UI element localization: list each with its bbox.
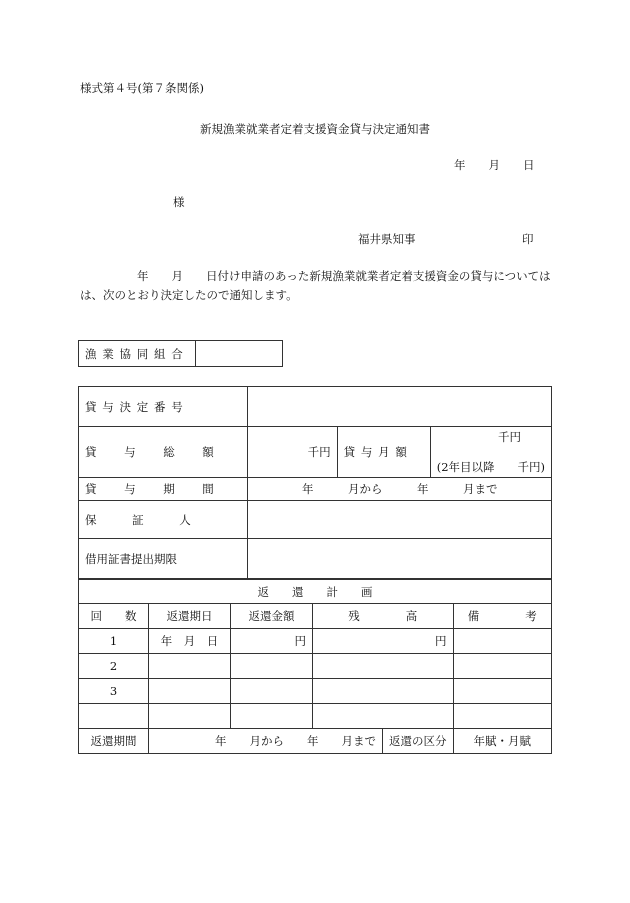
deadline-label: 借用証書提出期限 [79, 539, 248, 579]
coop-label: 漁業協同組合 [79, 341, 196, 367]
date-line: 年 月 日 [454, 158, 535, 172]
row-balance[interactable] [313, 679, 454, 704]
monthly-amount-field[interactable] [430, 427, 551, 478]
loan-period-field[interactable]: 年 月から 年 月まで [248, 478, 552, 501]
row-count: 2 [79, 654, 149, 679]
row-due-date[interactable] [149, 704, 231, 729]
monthly-note: (2年目以降 千円) [436, 460, 545, 474]
row-count: 1 [79, 629, 149, 654]
coop-table [78, 340, 283, 367]
row-balance[interactable] [313, 704, 454, 729]
body-line-2: は、次のとおり決定したので通知します。 [80, 288, 298, 302]
row-amount[interactable] [231, 704, 313, 729]
row-amount[interactable] [231, 654, 313, 679]
monthly-unit: 千円 [498, 430, 521, 444]
table-row [79, 679, 552, 704]
header-balance: 残 高 [313, 604, 454, 629]
row-due-date[interactable] [149, 679, 231, 704]
row-balance[interactable] [313, 654, 454, 679]
table-row [79, 704, 552, 729]
seal-mark: 印 [522, 232, 534, 246]
addressee-suffix: 様 [173, 195, 185, 209]
repayment-division-field[interactable]: 年賦・月賦 [453, 729, 552, 754]
total-amount-field[interactable]: 千円 [248, 427, 337, 478]
decision-number-field[interactable] [248, 387, 552, 427]
monthly-amount-label: 貸与月額 [337, 427, 430, 478]
row-remarks[interactable] [453, 629, 552, 654]
issuer: 福井県知事 [358, 232, 416, 246]
header-due-date: 返還期日 [149, 604, 231, 629]
row-due-date[interactable] [149, 654, 231, 679]
row-remarks[interactable] [453, 679, 552, 704]
decision-number-label: 貸与決定番号 [79, 387, 248, 427]
guarantor-field[interactable] [248, 501, 552, 539]
row-remarks[interactable] [453, 704, 552, 729]
row-remarks[interactable] [453, 654, 552, 679]
coop-input[interactable] [195, 341, 283, 367]
repayment-period-label: 返還期間 [79, 729, 149, 754]
row-balance[interactable]: 円 [313, 629, 454, 654]
header-amount: 返還金額 [231, 604, 313, 629]
repayment-period-field[interactable]: 年 月から 年 月まで [149, 729, 383, 754]
row-count [79, 704, 149, 729]
body-line-1: 年 月 日付け申請のあった新規漁業就業者定着支援資金の貸与については [137, 269, 551, 283]
repayment-plan-heading: 返 還 計 画 [79, 580, 552, 604]
row-amount[interactable]: 円 [231, 629, 313, 654]
total-amount-label: 貸与総額 [79, 427, 248, 478]
header-count: 回 数 [79, 604, 149, 629]
loan-table [78, 386, 552, 579]
table-row [79, 629, 552, 654]
row-count: 3 [79, 679, 149, 704]
repayment-division-label: 返還の区分 [383, 729, 454, 754]
deadline-field[interactable] [248, 539, 552, 579]
document-title: 新規漁業就業者定着支援資金貸与決定通知書 [200, 122, 430, 136]
row-due-date[interactable]: 年 月 日 [149, 629, 231, 654]
row-amount[interactable] [231, 679, 313, 704]
header-remarks: 備 考 [453, 604, 552, 629]
form-number: 様式第４号(第７条関係) [80, 81, 204, 95]
guarantor-label: 保証人 [79, 501, 248, 539]
table-row [79, 654, 552, 679]
repayment-table [78, 579, 552, 754]
loan-period-label: 貸与期間 [79, 478, 248, 501]
